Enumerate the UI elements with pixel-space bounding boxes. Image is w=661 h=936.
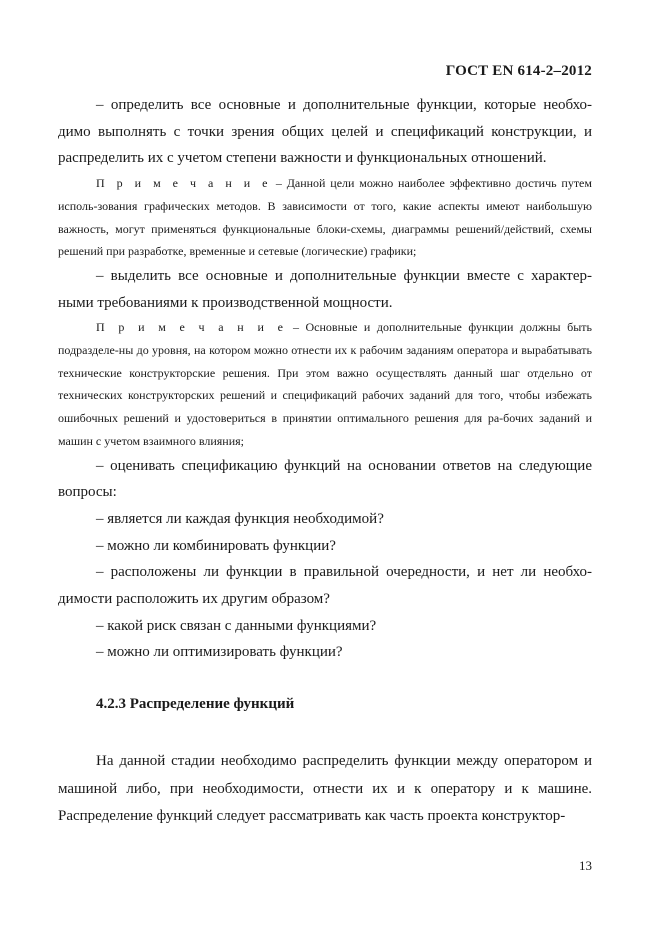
section-title: 4.2.3 Распределение функций (96, 696, 295, 713)
question-necessary: – является ли каждая функция необходимой? (96, 510, 384, 527)
note-text: – Данной цели можно наиболее эффективно достичь путем исполь-зования графических методов. В зависимости от того, какие аспекты имеют наибольшую важность, могут применяться функциональные блоки-схемы, диаграммы решений/действий, схемы решений при разработке, временные и сетевые (логические) графики; (58, 176, 592, 259)
standard-header: ГОСТ EN 614-2–2012 (445, 63, 592, 79)
question-order: – расположены ли функции в правильной очередности, и нет ли необхо-димости расположить их другим образом? (58, 564, 592, 608)
note-graphical-methods (58, 172, 592, 263)
question-risk: – какой риск связан с данными функциями? (96, 617, 377, 634)
note-subdivide-functions (58, 316, 592, 452)
page-body (58, 92, 592, 831)
note-label: П р и м е ч а н и е (96, 320, 287, 335)
note-text: – Основные и дополнительные функции должны быть подразделе-ны до уровня, на котором можно отнести их к рабочим заданиям оператора и вырабатывать технические конструкторские решения. При этом важно осуществлять данный шаг отдельно от технических конструкторских решений и спецификаций рабочих заданий для того, чтобы избежать ошибочных решений и удостовериться в принятии оптимального решения для ра-бочих заданий и машин с учетом взаимного влияния; (58, 320, 592, 448)
paragraph-evaluate-spec: – оценивать спецификацию функций на основании ответов на следующие вопросы: (58, 457, 592, 501)
question-combine: – можно ли комбинировать функции? (96, 537, 336, 554)
page-number: 13 (579, 858, 592, 873)
paragraph-identify-functions: – выделить все основные и дополнительные функции вместе с характер-ными требованиями к производственной мощности. (58, 267, 592, 311)
question-optimize: – можно ли оптимизировать функции? (96, 644, 343, 661)
paragraph-define-functions: – определить все основные и дополнительные функции, которые необхо-димо выполнять с точки зрения общих целей и спецификаций конструкции, и распределить их с учетом степени важности и функциональных отношений. (58, 97, 592, 167)
paragraph-allocation: На данной стадии необходимо распределить функции между оператором и машиной либо, при необходимости, отнести их и к оператору и к машине. Распределение функций следует рассматривать как часть проекта конструктор- (58, 753, 592, 825)
note-label: П р и м е ч а н и е (96, 176, 272, 191)
